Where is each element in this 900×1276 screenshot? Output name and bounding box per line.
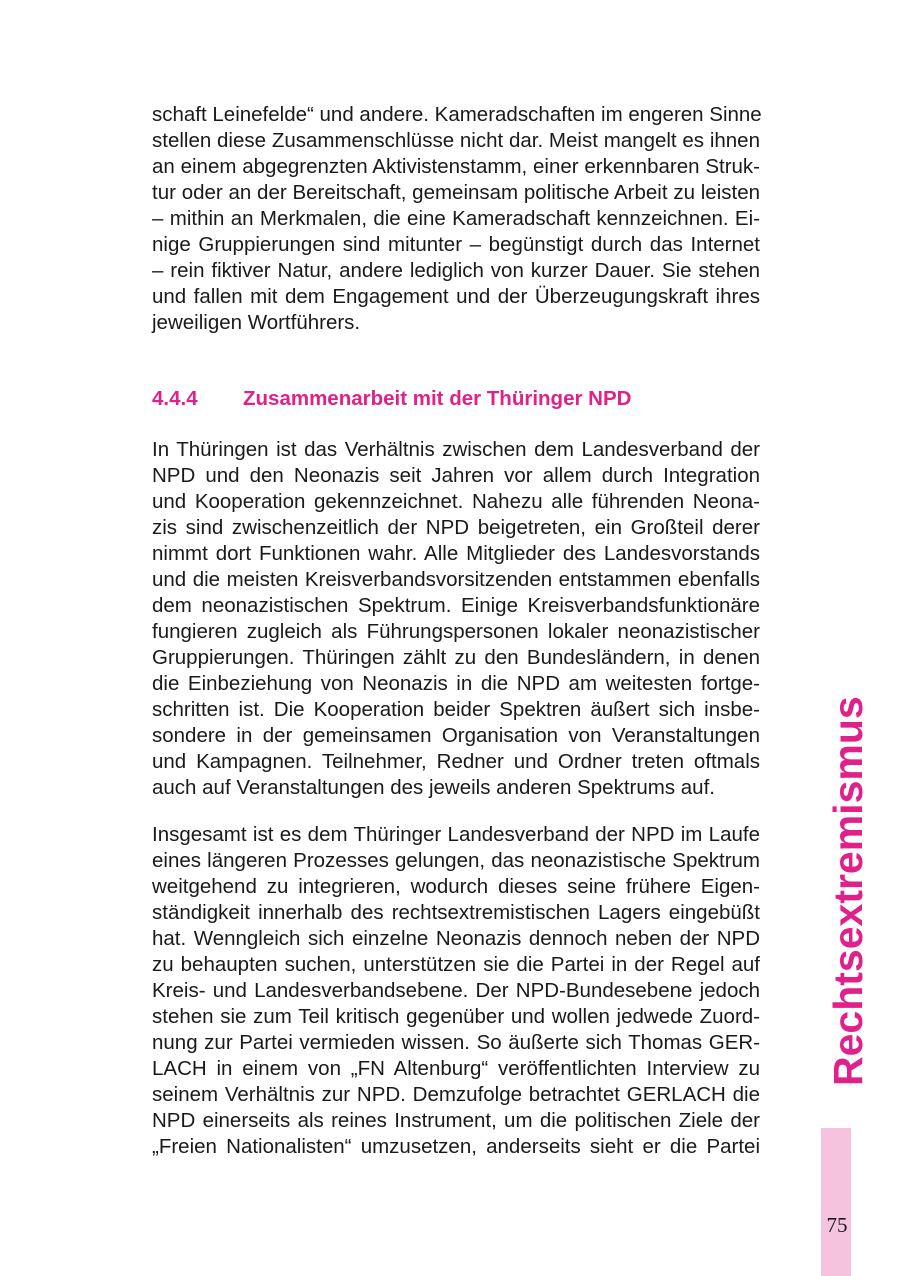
text-line: seinem Verhältnis zur NPD. Demzufolge betrachtet GERLACH die (152, 1083, 760, 1106)
section-heading (152, 386, 631, 412)
chapter-tab (821, 1128, 851, 1276)
text-line: auch auf Veranstaltungen des jeweils anderen Spektrums auf. (152, 776, 715, 799)
text-line: – rein fiktiver Natur, andere lediglich von kurzer Dauer. Sie stehen (152, 259, 760, 282)
text-line: und fallen mit dem Engagement und der Überzeugungskraft ihres (152, 285, 760, 308)
text-line: schaft Leinefelde“ und andere. Kameradschaften im engeren Sinne (152, 103, 762, 126)
text-line: fungieren zugleich als Führungspersonen lokaler neonazistischer (152, 620, 760, 643)
text-line: dem neonazistischen Spektrum. Einige Kreisverbandsfunktionäre (152, 594, 760, 617)
text-line: weitgehend zu integrieren, wodurch dieses seine frühere Eigen- (152, 875, 760, 898)
text-line: schritten ist. Die Kooperation beider Spektren äußert sich insbe- (152, 698, 760, 721)
text-line: an einem abgegrenzten Aktivistenstamm, einer erkennbaren Struk- (152, 155, 760, 178)
text-line: und die meisten Kreisverbandsvorsitzenden entstammen ebenfalls (152, 568, 760, 591)
text-line: nige Gruppierungen sind mitunter – begünstigt durch das Internet (152, 233, 760, 256)
text-line: und Kooperation gekennzeichnet. Nahezu alle führenden Neona- (152, 490, 760, 513)
text-line: NPD einerseits als reines Instrument, um die politischen Ziele der (152, 1109, 760, 1132)
text-line: eines längeren Prozesses gelungen, das neonazistische Spektrum (152, 849, 760, 872)
text-line: LACH in einem von „FN Altenburg“ veröffentlichten Interview zu (152, 1057, 760, 1080)
text-line: tur oder an der Bereitschaft, gemeinsam politische Arbeit zu leisten (152, 181, 760, 204)
text-line: jeweiligen Wortführers. (152, 311, 361, 334)
text-line: sondere in der gemeinsamen Organisation von Veranstaltungen (152, 724, 760, 747)
text-line: NPD und den Neonazis seit Jahren vor allem durch Integration (152, 464, 760, 487)
text-line: stehen sie zum Teil kritisch gegenüber und wollen jedwede Zuord- (152, 1005, 760, 1028)
text-line: – mithin an Merkmalen, die eine Kameradschaft kennzeichnen. Ei- (152, 207, 760, 230)
text-line: nimmt dort Funktionen wahr. Alle Mitglieder des Landesvorstands (152, 542, 760, 565)
chapter-side-title: Rechtsextremismus (825, 696, 871, 1086)
text-line: stellen diese Zusammenschlüsse nicht dar. Meist mangelt es ihnen (152, 129, 760, 152)
text-line: hat. Wenngleich sich einzelne Neonazis dennoch neben der NPD (152, 927, 760, 950)
text-line: und Kampagnen. Teilnehmer, Redner und Ordner treten oftmals (152, 750, 760, 773)
text-line: zu behaupten suchen, unterstützen sie die Partei in der Regel auf (152, 953, 760, 976)
text-line: ständigkeit innerhalb des rechtsextremistischen Lagers eingebüßt (152, 901, 760, 924)
text-line: Insgesamt ist es dem Thüringer Landesverband der NPD im Laufe (152, 823, 760, 846)
section-number: 4.4.4 (152, 387, 198, 410)
text-line: Kreis- und Landesverbandsebene. Der NPD-Bundesebene jedoch (152, 979, 760, 1002)
text-line: zis sind zwischenzeitlich der NPD beigetreten, ein Großteil derer (152, 516, 760, 539)
text-line: In Thüringen ist das Verhältnis zwischen dem Landesverband der (152, 438, 760, 461)
text-line: die Einbeziehung von Neonazis in die NPD am weitesten fortge- (152, 672, 760, 695)
text-line: Gruppierungen. Thüringen zählt zu den Bundesländern, in denen (152, 646, 760, 669)
text-line: „Freien Nationalisten“ umzusetzen, anderseits sieht er die Partei (152, 1135, 760, 1158)
page-number: 75 (826, 1213, 848, 1237)
section-title: Zusammenarbeit mit der Thüringer NPD (243, 387, 632, 410)
text-line: nung zur Partei vermieden wissen. So äußerte sich Thomas GER- (152, 1031, 760, 1054)
